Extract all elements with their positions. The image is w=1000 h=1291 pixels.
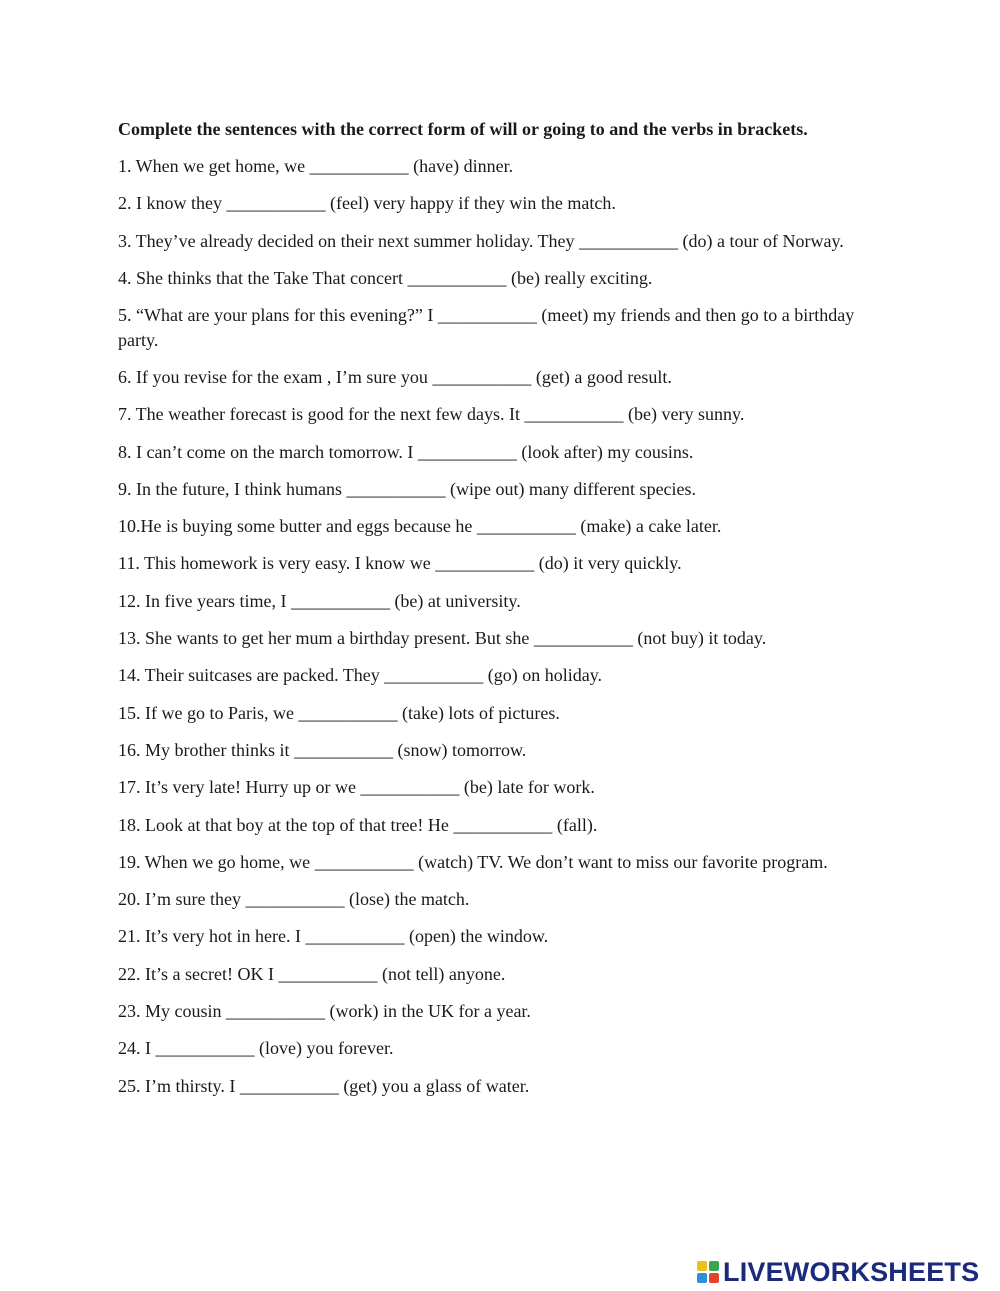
logo-square-3 [697,1273,707,1283]
question-item: 15. If we go to Paris, we ___________ (take) lots of pictures. [118,702,560,723]
logo-mark-icon [697,1261,719,1283]
question-item: 21. It’s very hot in here. I ___________ (open) the window. [118,926,549,947]
question-item: 20. I’m sure they ___________ (lose) the match. [118,889,470,910]
question-item: 11. This homework is very easy. I know we ___________ (do) it very quickly. [118,553,682,574]
question-item: 7. The weather forecast is good for the next few days. It ___________ (be) very sunny. [118,404,745,425]
logo-square-4 [709,1273,719,1283]
question-list [118,154,878,1111]
question-item: 18. Look at that boy at the top of that tree! He ___________ (fall). [118,814,598,835]
question-item: 19. When we go home, we ___________ (watch) TV. We don’t want to miss our favorite program. [118,851,828,872]
question-item: 16. My brother thinks it ___________ (snow) tomorrow. [118,739,527,760]
liveworksheets-logo [697,1257,979,1287]
question-item: 14. Their suitcases are packed. They ___________ (go) on holiday. [118,665,603,686]
question-item: 12. In five years time, I ___________ (be) at university. [118,590,521,611]
question-item: 6. If you revise for the exam , I’m sure you ___________ (get) a good result. [118,366,672,387]
question-item: 25. I’m thirsty. I ___________ (get) you a glass of water. [118,1075,530,1096]
question-item: 10.He is buying some butter and eggs because he ___________ (make) a cake later. [118,516,722,537]
instruction-heading: Complete the sentences with the correct form of will or going to and the verbs in brackets. [118,119,808,139]
logo-text: LIVEWORKSHEETS [723,1256,980,1287]
question-item: 2. I know they ___________ (feel) very happy if they win the match. [118,193,616,214]
question-item: 13. She wants to get her mum a birthday present. But she ___________ (not buy) it today. [118,628,767,649]
question-item: 9. In the future, I think humans ___________ (wipe out) many different species. [118,478,697,499]
question-item: 4. She thinks that the Take That concert ___________ (be) really exciting. [118,267,653,288]
logo-square-1 [697,1261,707,1271]
question-item: 24. I ___________ (love) you forever. [118,1038,394,1059]
question-item: 22. It’s a secret! OK I ___________ (not tell) anyone. [118,963,506,984]
question-item: 17. It’s very late! Hurry up or we ___________ (be) late for work. [118,777,595,798]
question-item: 23. My cousin ___________ (work) in the UK for a year. [118,1001,531,1022]
question-item: 5. “What are your plans for this evening?” I ___________ (meet) my friends and then go to a birthday party. [118,305,855,350]
question-item: 3. They’ve already decided on their next summer holiday. They ___________ (do) a tour of Norway. [118,230,844,251]
logo-square-2 [709,1261,719,1271]
question-item: 8. I can’t come on the march tomorrow. I ___________ (look after) my cousins. [118,441,694,462]
question-item: 1. When we get home, we ___________ (have) dinner. [118,156,514,176]
